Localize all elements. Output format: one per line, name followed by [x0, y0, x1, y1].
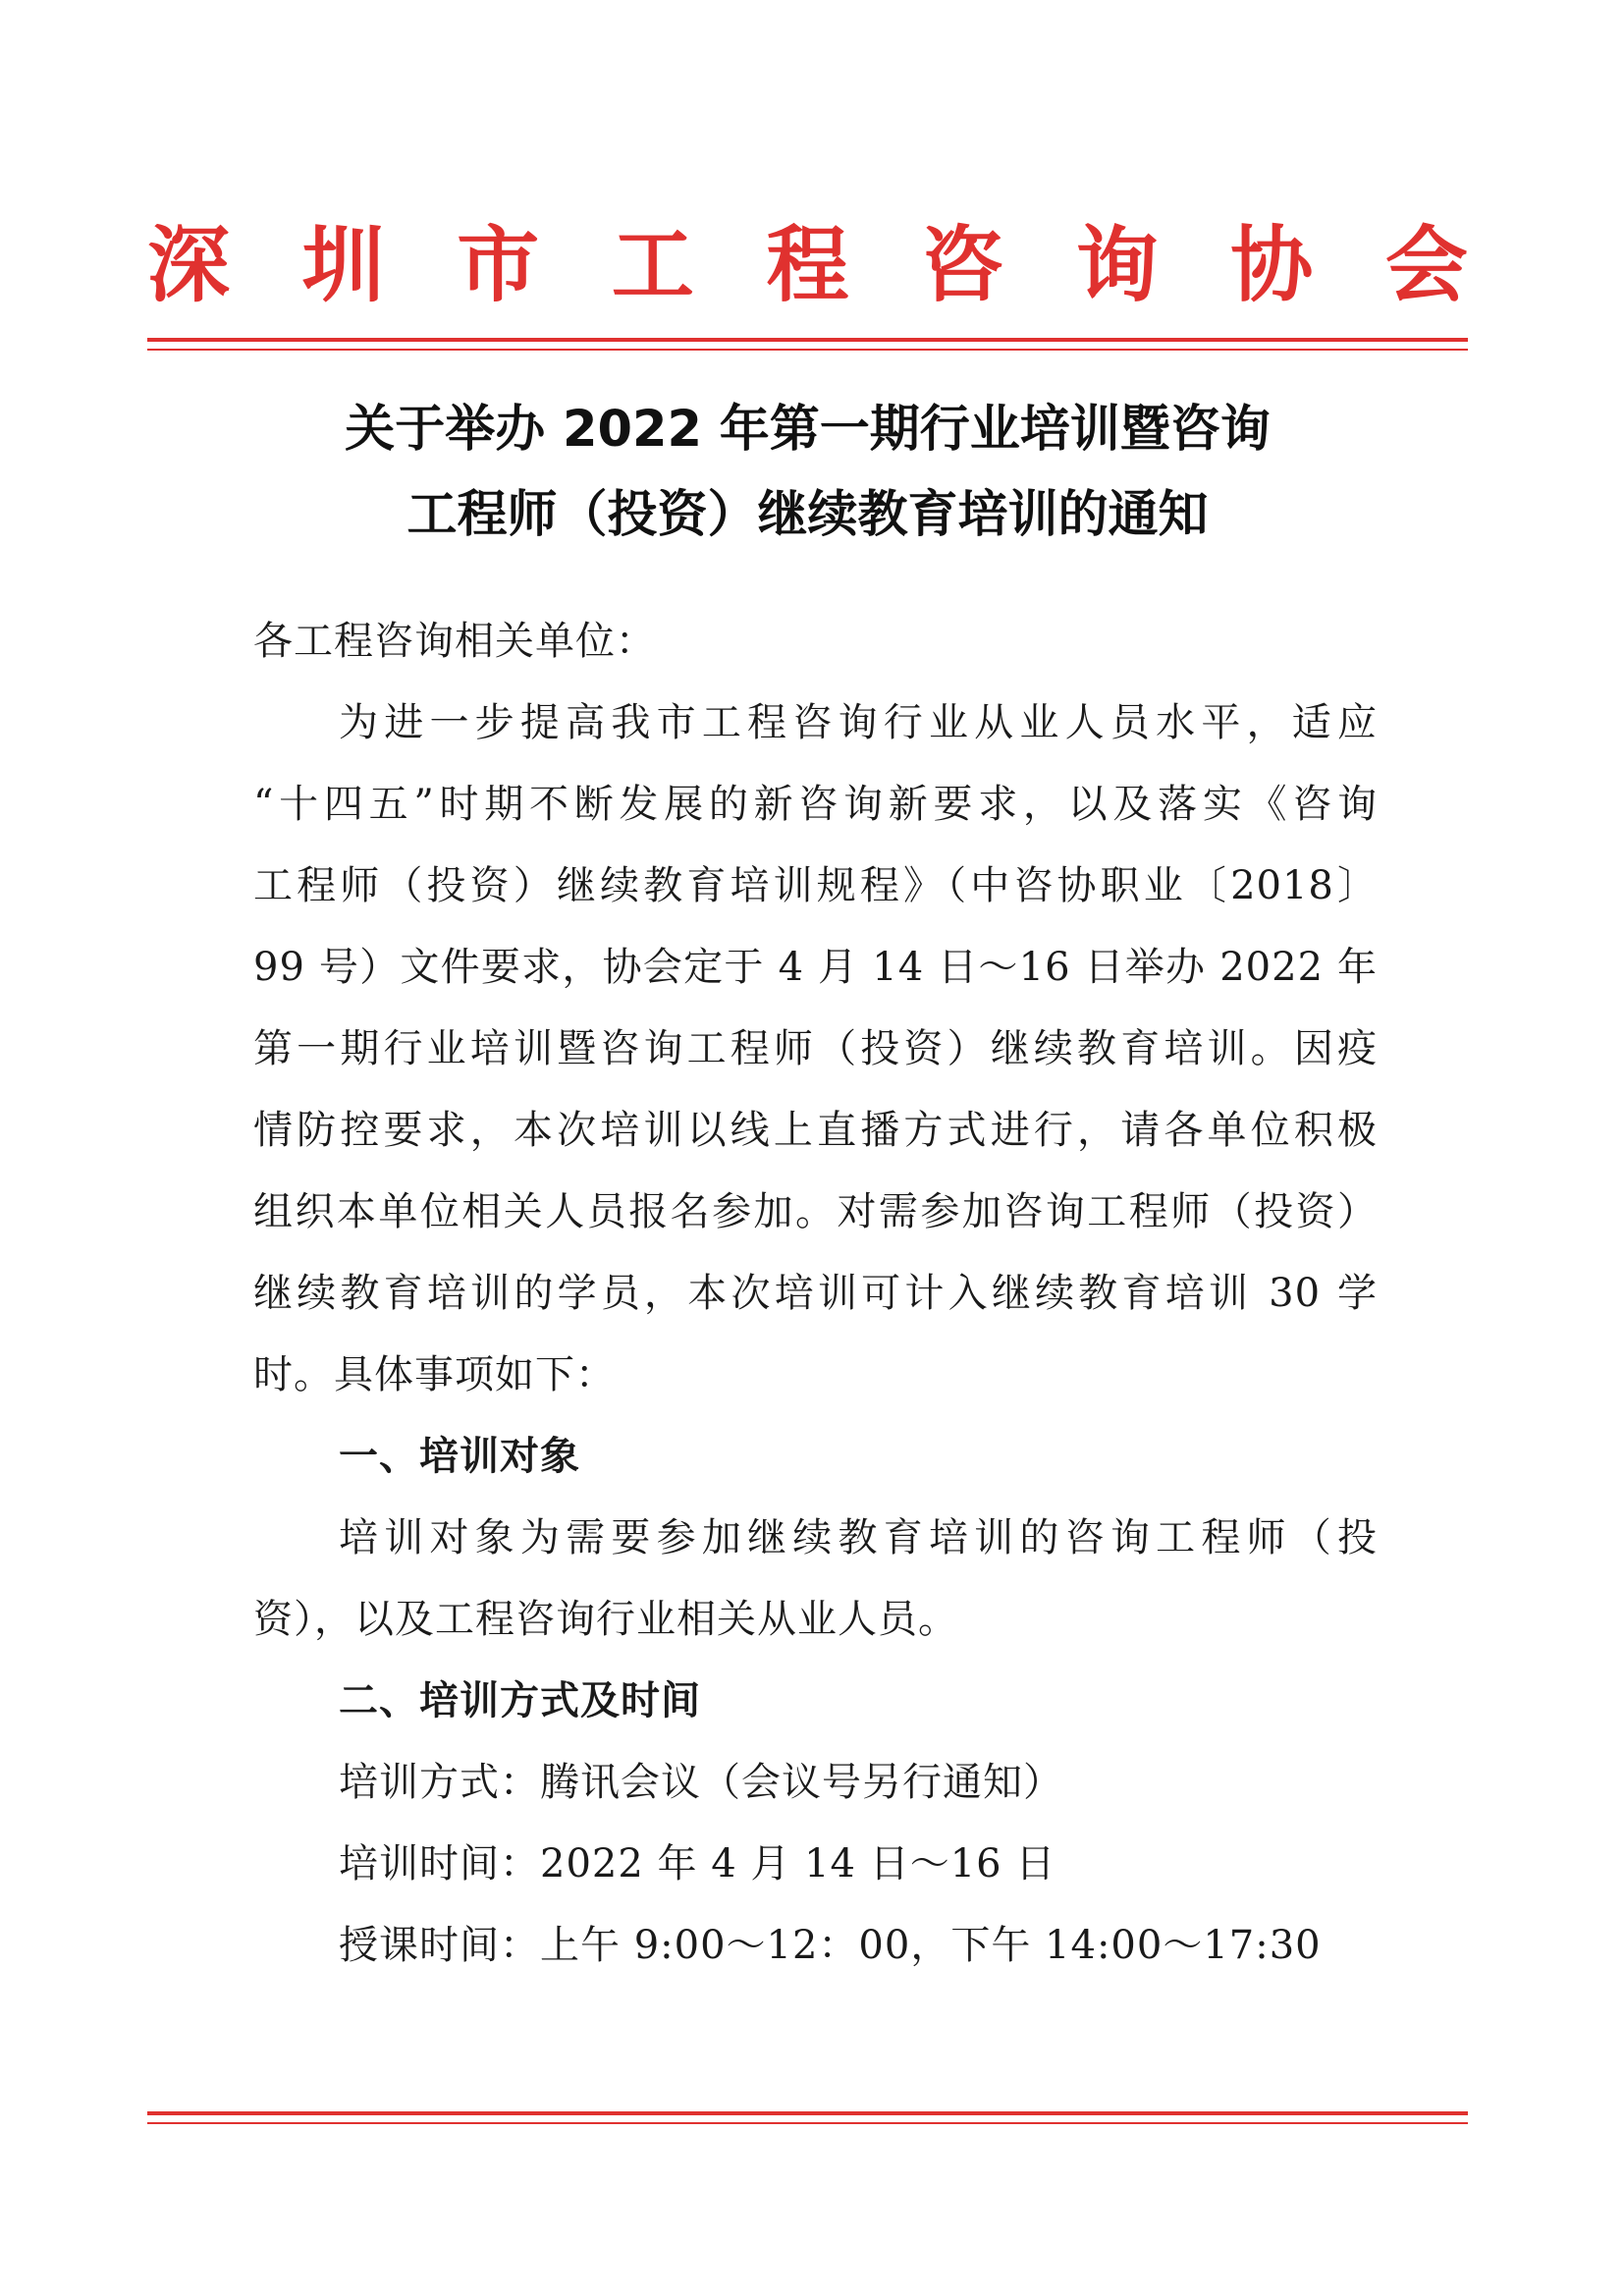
footer-rule-thin	[147, 2122, 1468, 2124]
letterhead-char: 市	[457, 216, 540, 313]
body-line: 时。具体事项如下：	[253, 1352, 616, 1397]
body-line: 培训对象为需要参加继续教育培训的咨询工程师（投	[339, 1515, 1378, 1560]
letterhead-char: 圳	[301, 216, 385, 313]
body-line: 99 号）文件要求，协会定于 4 月 14 日～16 日举办 2022 年	[253, 945, 1378, 990]
body-line: “十四五”时期不断发展的新咨询新要求，以及落实《咨询	[253, 782, 1378, 827]
notice-title-line2: 工程师（投资）继续教育培训的通知	[406, 486, 1209, 544]
header-rule-thin	[147, 349, 1468, 351]
footer-rule-thick	[147, 2111, 1468, 2115]
notice-body	[253, 683, 1378, 1987]
body-line: 情防控要求，本次培训以线上直播方式进行，请各单位积极	[253, 1108, 1378, 1153]
letterhead-org-name	[147, 201, 1468, 329]
body-line: 第一期行业培训暨咨询工程师（投资）继续教育培训。因疫	[253, 1026, 1378, 1071]
body-line: 资），以及工程咨询行业相关从业人员。	[253, 1597, 958, 1642]
letterhead-char: 深	[147, 216, 231, 313]
letterhead-char: 程	[766, 216, 849, 313]
body-line: 继续教育培训的学员，本次培训可计入继续教育培训 30 学	[253, 1271, 1378, 1316]
header-rule-thick	[147, 338, 1468, 342]
section-heading-training-target: 一、培训对象	[339, 1434, 580, 1479]
notice-title-line1: 关于举办 2022 年第一期行业培训暨咨询	[345, 401, 1271, 459]
body-line: 为进一步提高我市工程咨询行业从业人员水平，适应	[339, 700, 1378, 745]
body-line: 组织本单位相关人员报名参加。对需参加咨询工程师（投资）	[253, 1189, 1378, 1234]
letterhead-char: 工	[611, 216, 694, 313]
salutation: 各工程咨询相关单位：	[253, 619, 656, 664]
letterhead-char: 协	[1230, 216, 1314, 313]
letterhead-char: 咨	[921, 216, 1004, 313]
lecture-hours: 授课时间：上午 9:00～12：00，下午 14:00～17:30	[339, 1923, 1322, 1968]
training-date: 培训时间：2022 年 4 月 14 日～16 日	[339, 1841, 1056, 1886]
body-line: 工程师（投资）继续教育培训规程》（中咨协职业〔2018〕	[253, 863, 1378, 908]
section-heading-training-method-time: 二、培训方式及时间	[339, 1678, 701, 1723]
letterhead-char: 询	[1075, 216, 1159, 313]
training-method: 培训方式：腾讯会议（会议号另行通知）	[339, 1760, 1063, 1805]
letterhead-char: 会	[1384, 216, 1468, 313]
